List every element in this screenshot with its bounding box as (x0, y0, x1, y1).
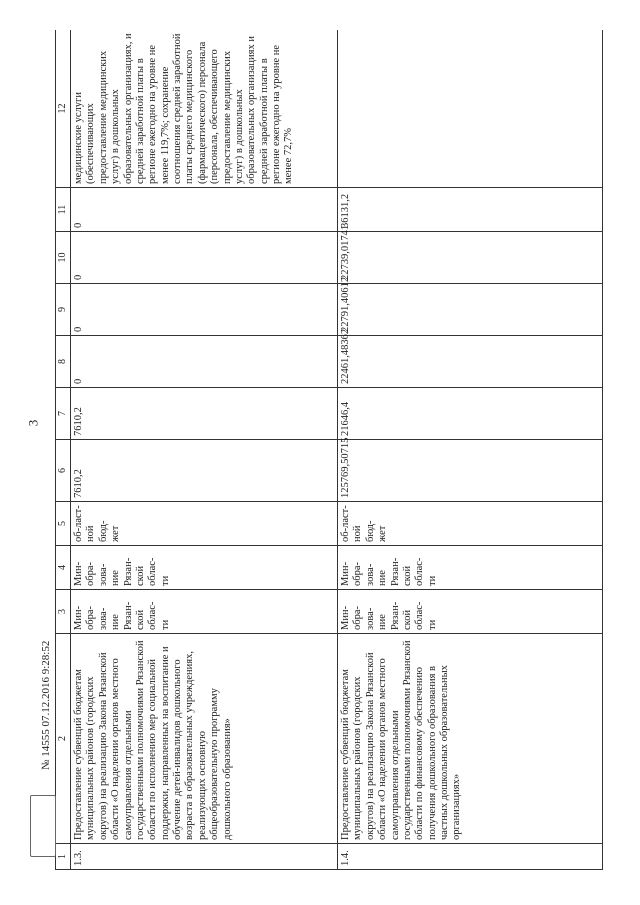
header-cell: 12 (56, 30, 71, 188)
row-description: Предоставление субвенций бюджетам муниципальных районов (городских округов) на реализацию Закона Рязанской области «О наделении органов местного самоуправления отдельными государственными полномочиями Рязанской области по исполнению мер социальной поддержки, направленных на воспитание и обучение детей-инвалидов дошкольного возраста в образовательных учреждениях, реализующих основную общеобразовательную программу дошкольного образования» (71, 634, 338, 844)
amount-year-2: 0 (71, 336, 338, 388)
header-cell: 11 (56, 188, 71, 232)
funding-source: об-ласт-ной бюд-жет (338, 502, 603, 546)
header-cell: 4 (56, 546, 71, 590)
row-number: 1.3. (71, 844, 338, 870)
amount-year-2: 22461,48362 (338, 336, 603, 388)
header-cell: 9 (56, 284, 71, 336)
stamp-icon (30, 795, 56, 857)
amount-year-4: 22739,01741 (338, 232, 603, 284)
header-cell: 3 (56, 590, 71, 634)
rotated-page (55, 30, 615, 870)
amount-year-3: 0 (71, 284, 338, 336)
amount-year-1: 21646,4 (338, 388, 603, 440)
header-cell: 7 (56, 388, 71, 440)
header-cell: 5 (56, 502, 71, 546)
row-number: 1.4. (338, 844, 603, 870)
header-row (56, 30, 71, 870)
table-row (338, 30, 603, 870)
table-container (55, 30, 615, 870)
header-cell: 1 (56, 844, 71, 870)
program-table (55, 30, 603, 870)
amount-total: 125769,50715 (338, 440, 603, 502)
amount-year-4: 0 (71, 232, 338, 284)
row-description: Предоставление субвенций бюджетам муниципальных районов (городских округов) на реализацию Закона Рязанской области «О наделении органов местного самоуправления отдельными государственными полномочиями Рязанской области по финансовому обеспечению получения дошкольного образования в частных дошкольных образовательных организациях» (338, 634, 603, 844)
main-manager: Мин-обра-зова-ние Рязан-ской облас-ти (71, 546, 338, 590)
header-cell: 8 (56, 336, 71, 388)
funding-source: об-ласт-ной бюд-жет (71, 502, 338, 546)
amount-total: 7610,2 (71, 440, 338, 502)
amount-year-1: 7610,2 (71, 388, 338, 440)
expected-result (338, 30, 603, 188)
responsible-executor: Мин-обра-зова-ние Рязан-ской облас-ти (71, 590, 338, 634)
page-number: 3 (25, 419, 41, 427)
main-manager: Мин-обра-зова-ние Рязан-ской облас-ти (338, 546, 603, 590)
registration-stamp (30, 795, 58, 875)
registration-footer: № 14555 07.12.2016 9:28:52 (40, 640, 52, 770)
header-cell: 10 (56, 232, 71, 284)
amount-year-5: 36131,2 (338, 188, 603, 232)
header-cell: 6 (56, 440, 71, 502)
expected-result: медицинские услуги (обеспечивающих предоставление медицинских услуг) в дошкольных образовательных организациях, и средней заработной платы в регионе ежегодно на уровне не менее 119,7%; сохранение соотношения средней заработной платы среднего медицинского (фармацевтического) персонала (персонала, обеспечивающего предоставление медицинских услуг) в дошкольных образовательных организациях и средней заработной платы в регионе ежегодно на уровне не менее 72,7% (71, 30, 338, 188)
amount-year-3: 22791,40612 (338, 284, 603, 336)
responsible-executor: Мин-обра-зова-ние Рязан-ской облас-ти (338, 590, 603, 634)
amount-year-5: 0 (71, 188, 338, 232)
table-row (71, 30, 338, 870)
header-cell: 2 (56, 634, 71, 844)
